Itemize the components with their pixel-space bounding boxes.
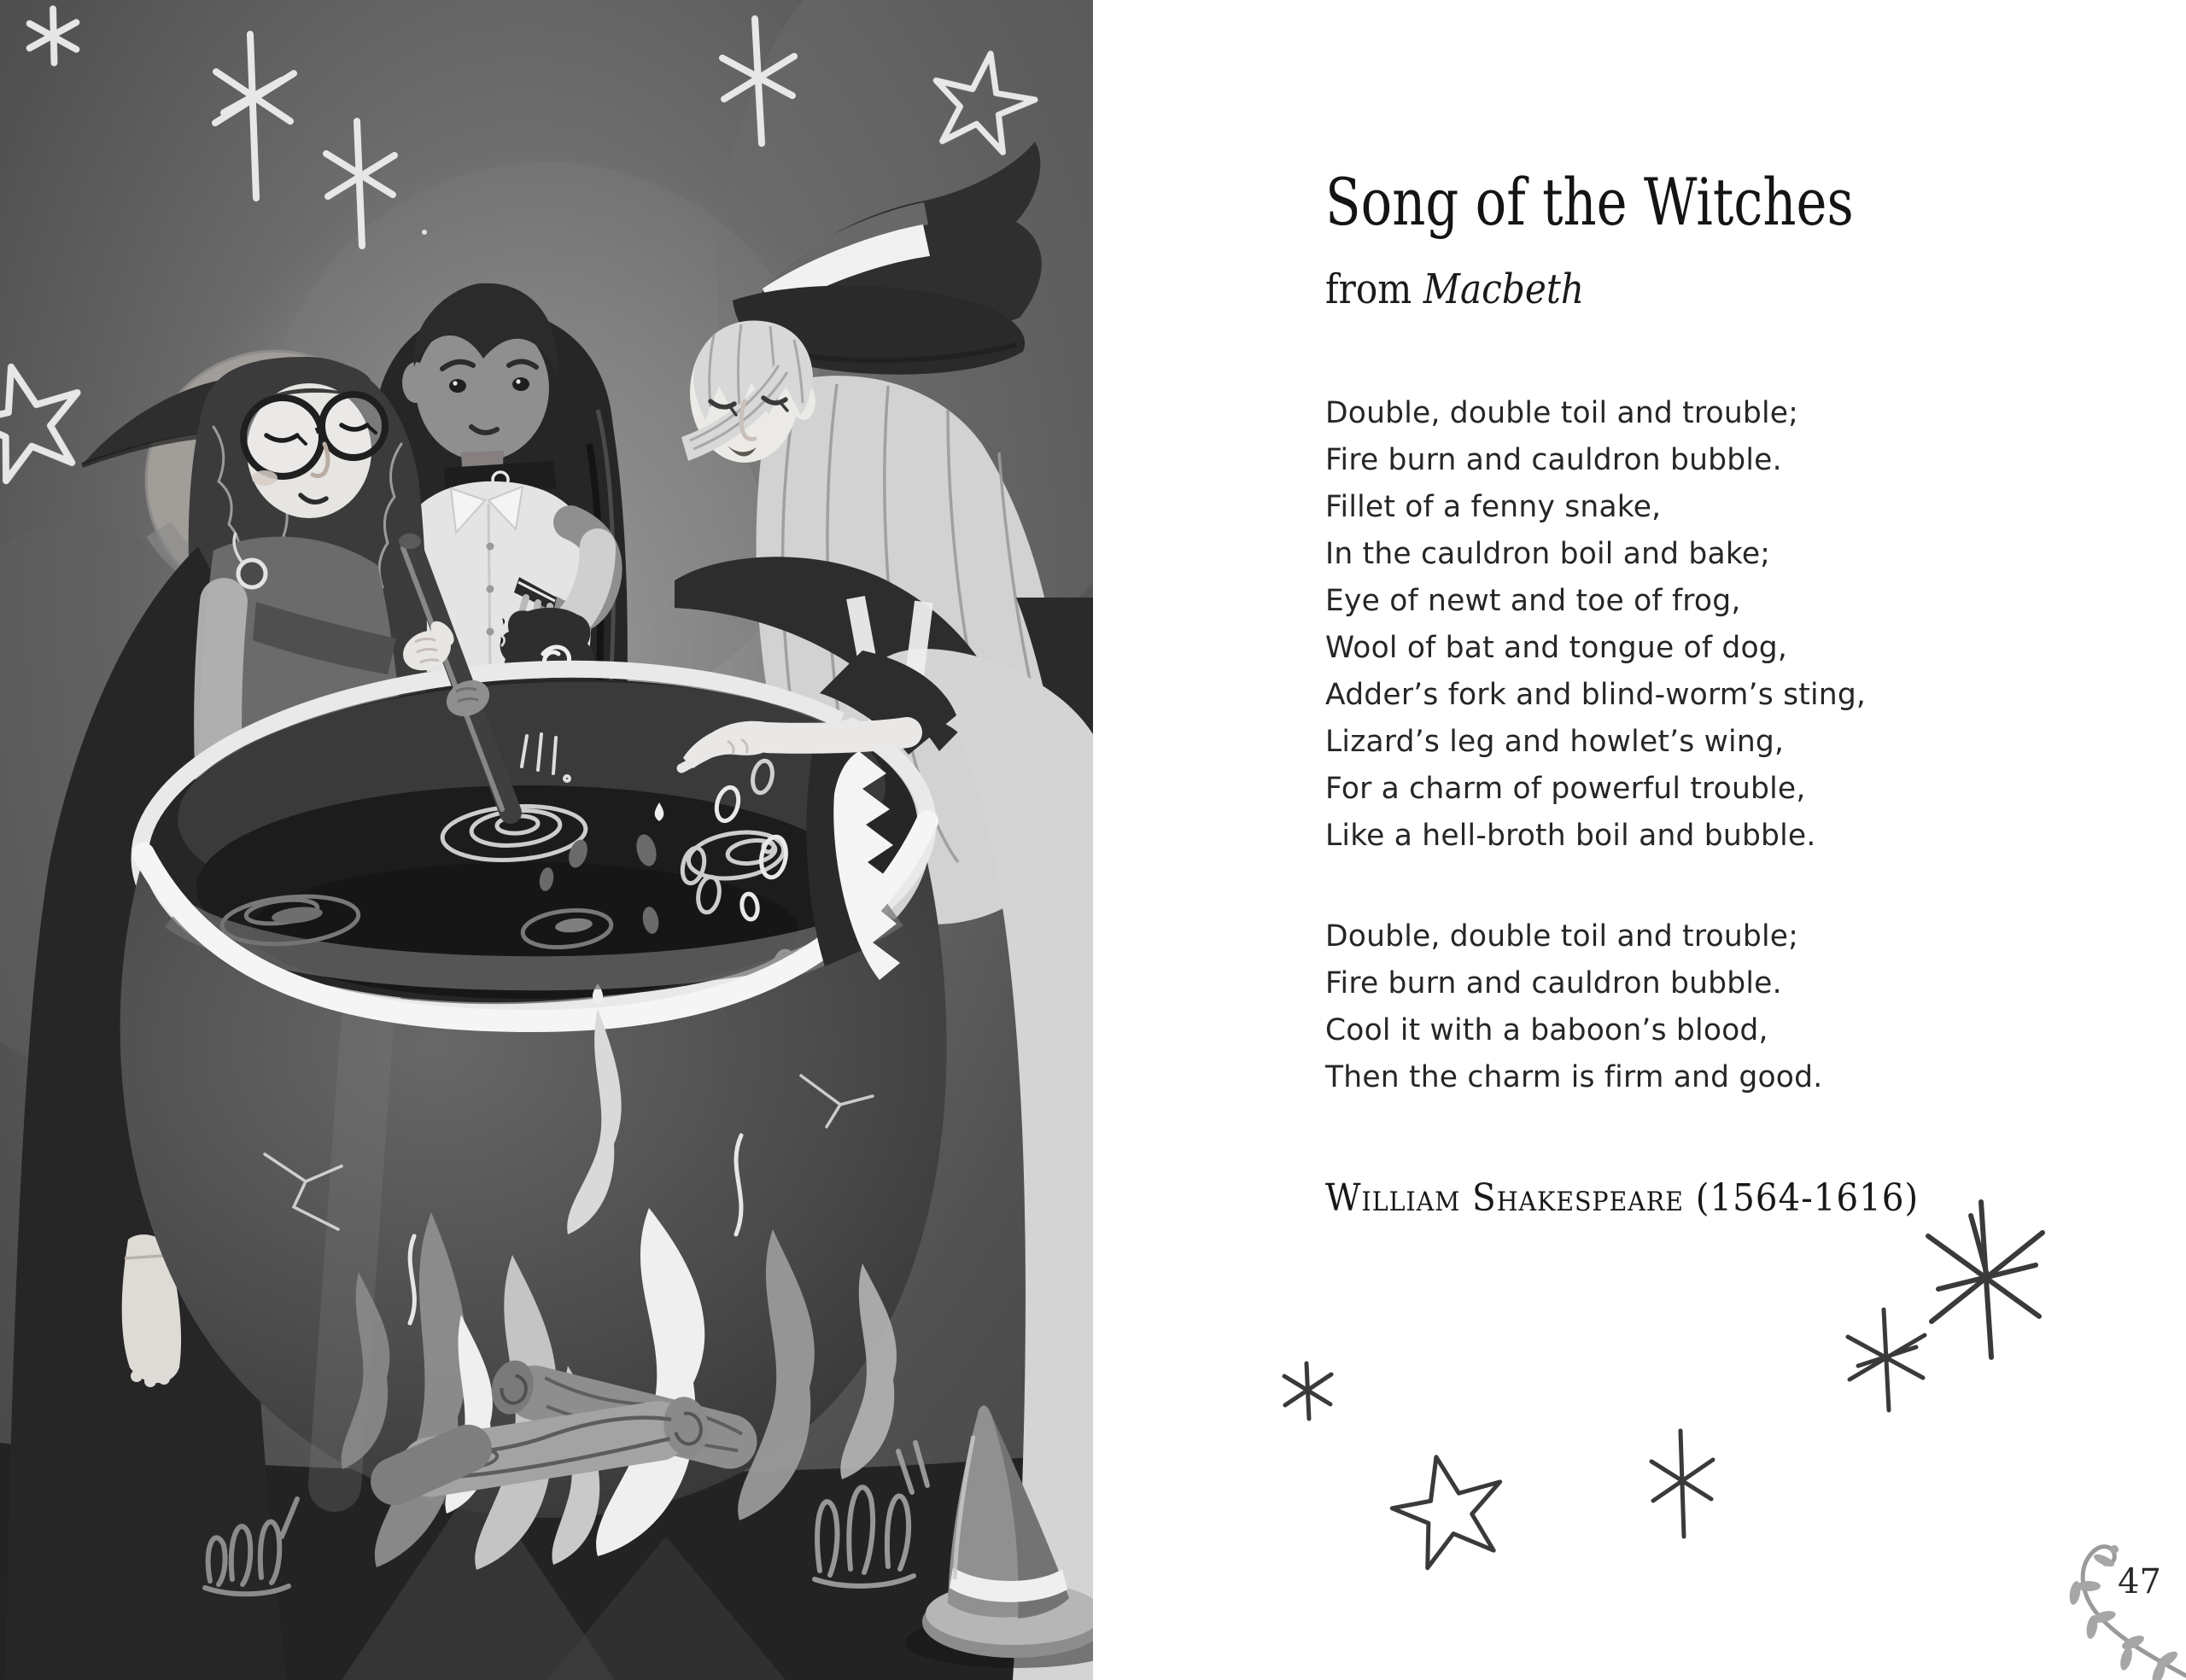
page-number: 47	[2118, 1562, 2161, 1601]
page-subtitle	[1325, 265, 2047, 313]
poem-line: Double, double toil and trouble;	[1325, 396, 1799, 430]
poem-line: In the cauldron boil and bake;	[1325, 537, 1771, 571]
poem-content	[1325, 164, 2145, 1220]
pencil-star-icon	[1651, 1431, 1713, 1537]
poem-line: Lizard’s leg and howlet’s wing,	[1325, 725, 1785, 759]
poem-line: For a charm of powerful trouble,	[1325, 772, 1806, 806]
poet-attribution: William Shakespeare (1564-1616)	[1325, 1176, 1920, 1220]
pencil-star-icon	[1383, 1445, 1514, 1572]
poem-line: Adder’s fork and blind-worm’s sting,	[1325, 678, 1867, 712]
poem-line: Cool it with a baboon’s blood,	[1325, 1013, 1768, 1047]
poem-line: Fire burn and cauldron bubble.	[1325, 443, 1782, 477]
pencil-star-icon	[1284, 1363, 1331, 1419]
poem-line: Then the charm is firm and good.	[1325, 1060, 1823, 1094]
subtitle-prefix: from	[1325, 265, 1412, 313]
poem-line: Like a hell-broth boil and bubble.	[1325, 819, 1816, 853]
subtitle-work-title: Macbeth	[1423, 265, 1585, 313]
poem-line: Fire burn and cauldron bubble.	[1325, 966, 1782, 1000]
poem-stanza	[1325, 913, 2145, 1101]
pencil-star-icon	[1848, 1310, 1925, 1410]
poem-line: Eye of newt and toe of frog,	[1325, 584, 1741, 618]
vine-decoration-icon	[2041, 1526, 2186, 1680]
pencil-star-icon	[1928, 1202, 2043, 1357]
poem-line: Wool of bat and tongue of dog,	[1325, 631, 1788, 665]
page-title: Song of the Witches	[1325, 164, 1854, 240]
poem-line: Fillet of a fenny snake,	[1325, 490, 1662, 524]
poem	[1325, 390, 2145, 1101]
poem-line: Double, double toil and trouble;	[1325, 919, 1799, 954]
poem-page	[1093, 0, 2186, 1680]
poem-stanza	[1325, 390, 2145, 860]
